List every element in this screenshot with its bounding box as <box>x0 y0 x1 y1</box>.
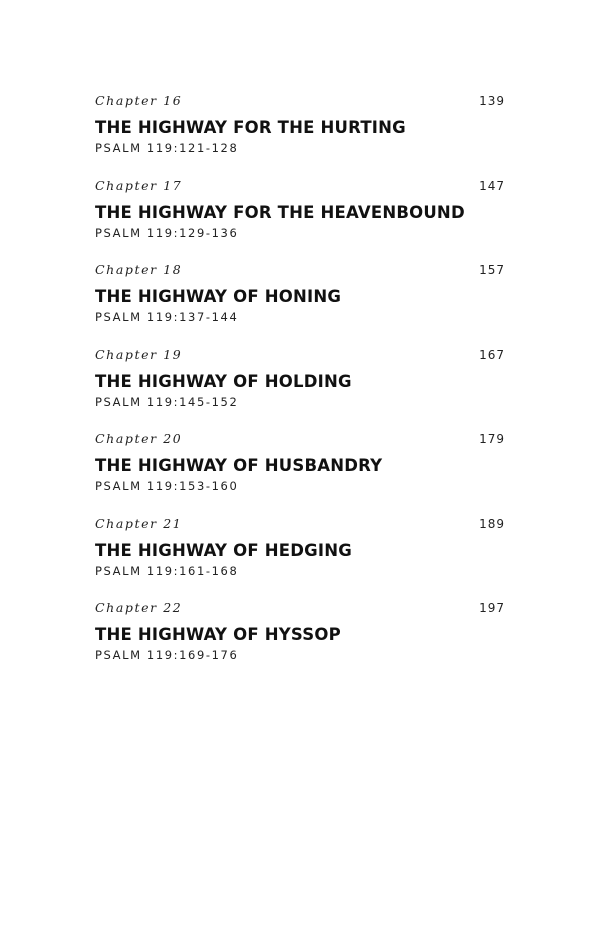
chapter-line <box>95 262 505 282</box>
chapter-title: THE HIGHWAY OF HUSBANDRY <box>95 456 383 475</box>
chapter-line <box>95 93 505 113</box>
page-number: 147 <box>479 178 505 193</box>
chapter-line <box>95 600 505 620</box>
toc-entry-chapter-19[interactable] <box>95 347 505 432</box>
toc-entry-chapter-18[interactable] <box>95 262 505 347</box>
chapter-line <box>95 431 505 451</box>
chapter-label: Chapter 17 <box>95 177 183 193</box>
chapter-title: THE HIGHWAY OF HONING <box>95 287 342 306</box>
toc-entry-chapter-22[interactable] <box>95 600 505 685</box>
chapter-title: THE HIGHWAY OF HEDGING <box>95 540 352 560</box>
scripture-reference: PSALM 119:145-152 <box>95 394 239 409</box>
chapter-title: THE HIGHWAY OF HOLDING <box>95 371 352 391</box>
scripture-reference: PSALM 119:121-128 <box>95 141 239 155</box>
chapter-line <box>95 516 505 536</box>
page-number: 139 <box>479 94 505 108</box>
page-number: 189 <box>479 516 505 531</box>
table-of-contents <box>95 93 505 685</box>
scripture-reference: PSALM 119:169-176 <box>95 648 239 662</box>
page-number: 167 <box>479 347 505 362</box>
chapter-label: Chapter 20 <box>95 431 183 446</box>
scripture-reference: PSALM 119:129-136 <box>95 225 239 240</box>
page-number: 179 <box>479 432 505 446</box>
chapter-label: Chapter 22 <box>95 600 183 615</box>
chapter-label: Chapter 21 <box>95 515 183 531</box>
chapter-title: THE HIGHWAY FOR THE HEAVENBOUND <box>95 202 465 222</box>
chapter-line <box>95 347 505 367</box>
toc-entry-chapter-17[interactable] <box>95 178 505 263</box>
chapter-title: THE HIGHWAY FOR THE HURTING <box>95 118 406 137</box>
toc-entry-chapter-20[interactable] <box>95 431 505 516</box>
page-number: 197 <box>479 601 505 615</box>
scripture-reference: PSALM 119:153-160 <box>95 479 239 493</box>
page-number: 157 <box>479 263 505 277</box>
toc-entry-chapter-21[interactable] <box>95 516 505 601</box>
scripture-reference: PSALM 119:137-144 <box>95 310 239 324</box>
chapter-line <box>95 178 505 198</box>
chapter-label: Chapter 18 <box>95 262 183 277</box>
toc-entry-chapter-16[interactable] <box>95 93 505 178</box>
chapter-label: Chapter 16 <box>95 93 183 108</box>
scripture-reference: PSALM 119:161-168 <box>95 563 239 578</box>
chapter-label: Chapter 19 <box>95 346 183 362</box>
chapter-title: THE HIGHWAY OF HYSSOP <box>95 625 341 644</box>
